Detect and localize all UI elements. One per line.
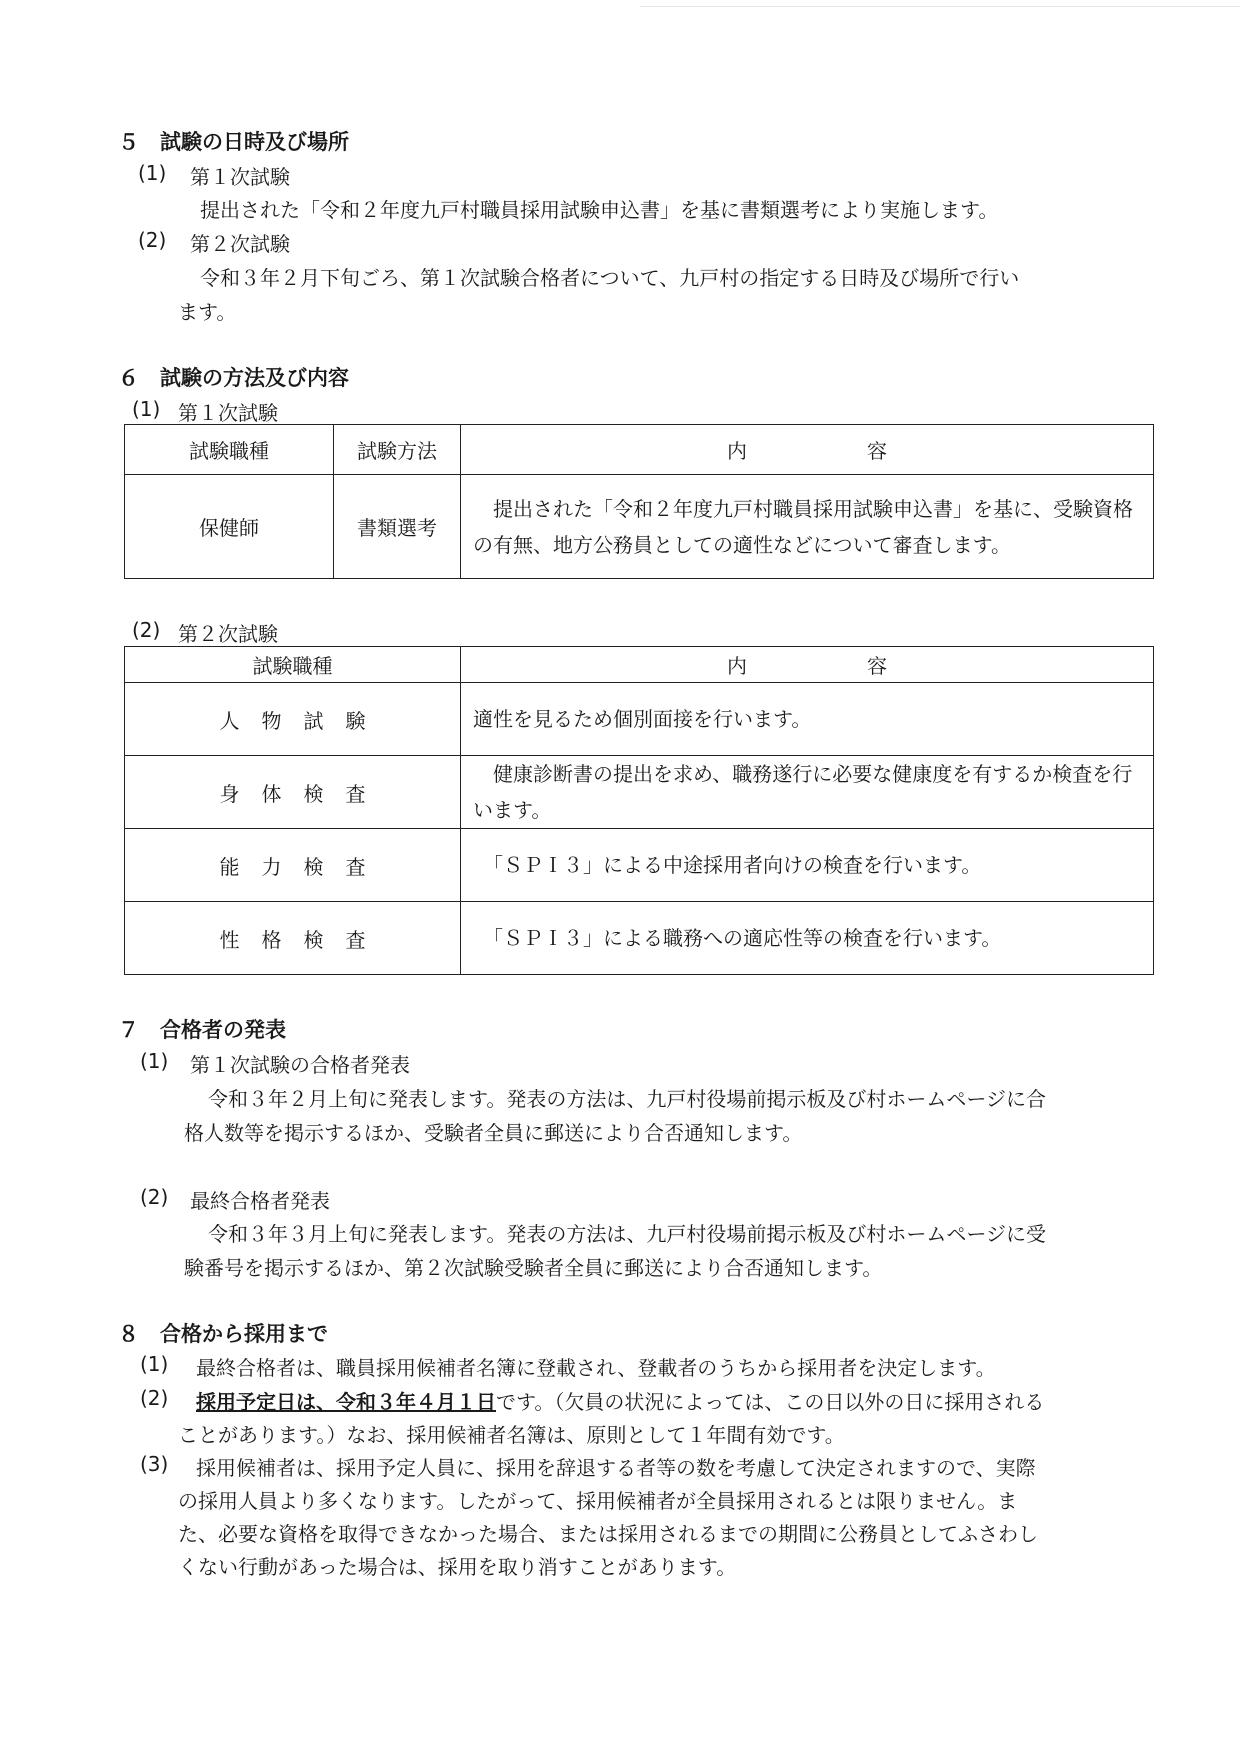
cell-content <box>461 902 1154 975</box>
table-row <box>125 829 1154 902</box>
s8-item-2-text-line-2: ことがあります。）なお、採用候補者名簿は、原則として１年間有効です。 <box>178 1423 845 1447</box>
s5-item-1-label: (1) <box>138 161 167 185</box>
cell-content-text: 「ＳＰＩ３」による中途採用者向けの検査を行います。 <box>473 853 982 877</box>
s8-item-3-text-line-1: 採用候補者は、採用予定人員に、採用を辞退する者等の数を考慮して決定されますので、実際 <box>196 1456 1036 1480</box>
s6-table-1-label: (1) <box>132 397 161 421</box>
first-exam-table <box>124 424 1154 579</box>
cell-name <box>125 683 461 756</box>
s7-item-1-text-line-1: 令和３年２月上旬に発表します。発表の方法は、九戸村役場前掲示板及び村ホームページに合 <box>208 1087 1046 1111</box>
header-method: 試験方法 <box>334 425 461 475</box>
header-job-type: 試験職種 <box>125 647 461 683</box>
s6-table-2-label: (2) <box>132 618 161 642</box>
table-header-row <box>125 647 1154 683</box>
s5-item-1-text: 提出された「令和２年度九戸村職員採用試験申込書」を基に書類選考により実施します。 <box>200 198 999 222</box>
cell-content <box>461 683 1154 756</box>
cell-job: 保健師 <box>125 475 334 579</box>
s8-item-3-text-line-4: くない行動があった場合は、採用を取り消すことがあります。 <box>178 1555 737 1579</box>
s6-table-2-title: 第２次試験 <box>178 622 278 646</box>
s8-item-2-emphasis: 採用予定日は、令和３年４月１日 <box>196 1390 496 1414</box>
s7-item-2-label: (2) <box>140 1185 169 1209</box>
header-job-type: 試験職種 <box>125 425 334 475</box>
table-header-row <box>125 425 1154 475</box>
cell-name <box>125 829 461 902</box>
cell-method: 書類選考 <box>334 475 461 579</box>
s8-item-2-text-rest: です。（欠員の状況によっては、この日以外の日に採用される <box>496 1390 1045 1414</box>
cell-name-text: 性格検査 <box>219 927 388 952</box>
cell-name-text: 身体検査 <box>219 781 388 806</box>
s5-item-2-text-line-2: ます。 <box>178 300 237 324</box>
s8-item-3-text-line-3: た、必要な資格を取得できなかった場合、または採用されるまでの期間に公務員としてふさわし <box>178 1522 1038 1546</box>
s5-item-1-title: 第１次試験 <box>190 165 290 189</box>
cell-name-text: 人物試験 <box>219 708 388 733</box>
table-row <box>125 902 1154 975</box>
cell-content <box>461 475 1154 579</box>
cell-content <box>461 829 1154 902</box>
header-content: 内 容 <box>461 425 1154 475</box>
cell-name-text: 能力検査 <box>219 854 388 879</box>
s8-item-2-label: (2) <box>140 1386 169 1410</box>
header-content: 内 容 <box>461 647 1154 683</box>
s7-item-2-text-line-1: 令和３年３月上旬に発表します。発表の方法は、九戸村役場前掲示板及び村ホームページに受 <box>208 1222 1046 1246</box>
s7-item-2-text-line-2: 験番号を掲示するほか、第２次試験受験者全員に郵送により合否通知します。 <box>184 1256 883 1280</box>
s5-item-2-text-line-1: 令和３年２月下旬ごろ、第１次試験合格者について、九戸村の指定する日時及び場所で行い <box>200 266 1020 290</box>
s7-item-1-title: 第１次試験の合格者発表 <box>190 1053 410 1077</box>
s7-item-2-title: 最終合格者発表 <box>190 1189 330 1213</box>
s8-item-2-text-line-1 <box>196 1386 1044 1415</box>
s8-item-1-text: 最終合格者は、職員採用候補者名簿に登載され、登載者のうちから採用者を決定します。 <box>196 1356 996 1380</box>
s7-item-1-text-line-2: 格人数等を掲示するほか、受験者全員に郵送により合否通知します。 <box>184 1121 803 1145</box>
table-row <box>125 756 1154 829</box>
s7-item-1-label: (1) <box>140 1049 169 1073</box>
cell-content-text: 適性を見るため個別面接を行います。 <box>473 707 812 731</box>
cell-content-text: 「ＳＰＩ３」による職務への適応性等の検査を行います。 <box>473 926 1002 950</box>
section-8-heading: ８ 合格から採用まで <box>118 1322 328 1346</box>
cell-content-text: 提出された「令和２年度九戸村職員採用試験申込書」を基に、受験資格の有無、地方公務員としての適性などについて審査します。 <box>473 496 1133 557</box>
s8-item-3-label: (3) <box>140 1452 169 1476</box>
cell-name <box>125 756 461 829</box>
table-row <box>125 475 1154 579</box>
second-exam-table <box>124 646 1154 975</box>
table-row <box>125 683 1154 756</box>
s8-item-1-label: (1) <box>140 1352 169 1376</box>
s6-table-1-title: 第１次試験 <box>178 401 278 425</box>
s8-item-3-text-line-2: の採用人員より多くなります。したがって、採用候補者が全員採用されるとは限りません。ま <box>178 1489 1018 1513</box>
s5-item-2-label: (2) <box>138 228 167 252</box>
section-6-heading: ６ 試験の方法及び内容 <box>118 366 349 390</box>
cell-name <box>125 902 461 975</box>
s5-item-2-title: 第２次試験 <box>190 232 290 256</box>
cell-content-text: 健康診断書の提出を求め、職務遂行に必要な健康度を有するか検査を行います。 <box>473 762 1133 822</box>
scan-edge-line <box>640 6 1240 7</box>
section-5-heading: ５ 試験の日時及び場所 <box>118 130 349 154</box>
cell-content <box>461 756 1154 829</box>
section-7-heading: ７ 合格者の発表 <box>118 1018 286 1042</box>
